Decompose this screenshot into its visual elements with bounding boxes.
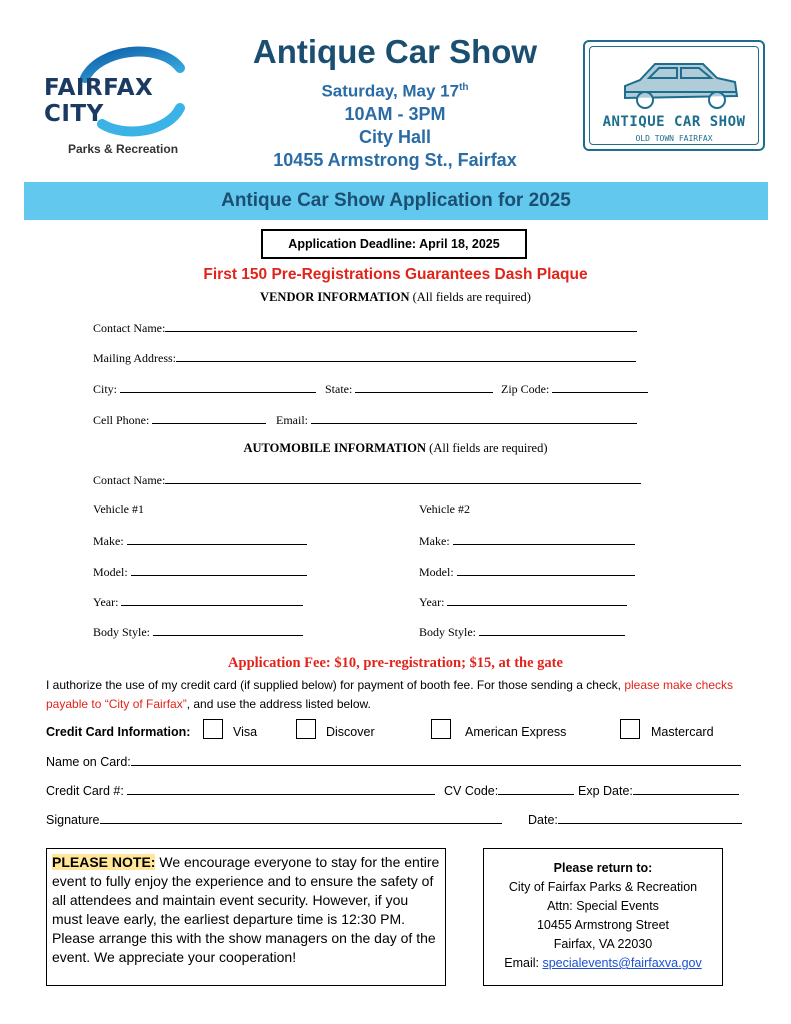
please-note-label: PLEASE NOTE: [52, 854, 156, 870]
application-fee: Application Fee: $10, pre-registration; $15, at the gate [228, 655, 563, 671]
return-org: City of Fairfax Parks & Recreation [508, 880, 698, 894]
automobile-heading: AUTOMOBILE INFORMATION (All fields are required) [243, 441, 548, 455]
car-show-badge [583, 40, 765, 151]
please-note-text: We encourage everyone to stay for the entire event to fully enjoy the experience and to ensure the safety of all attendees and maintain event security. However, if you must leave early, the earliest departure time is 12:30 PM. Please arrange this with the show managers on the day of the event. We appreciate your cooperation! [52, 854, 440, 965]
fairfax-city-logo [40, 40, 216, 160]
vehicle-1-label: Vehicle #1 [93, 502, 144, 516]
vehicle-1-year-field[interactable]: Year: [93, 594, 303, 610]
return-street: 10455 Armstrong Street [536, 918, 670, 932]
vehicle-2-year-line[interactable] [447, 594, 627, 606]
plaque-notice: First 150 Pre-Registrations Guarantees Dash Plaque [203, 266, 588, 283]
vehicle-1-make-field[interactable]: Make: [93, 533, 307, 549]
return-address-box [483, 848, 723, 986]
logo-name: FAIRFAX CITY [44, 75, 154, 127]
authorization-text: I authorize the use of my credit card (if supplied below) for payment of booth fee. For those sending a check, please make checks payable to “City of Fairfax”, and use the address listed below. [46, 678, 734, 711]
classic-car-icon [585, 46, 767, 116]
american-express-label: American Express [465, 725, 567, 739]
card-number-field[interactable]: Credit Card #: [46, 783, 435, 798]
date-line[interactable] [558, 812, 742, 824]
vendor-contact-field[interactable]: Contact Name: [93, 320, 637, 336]
email-field[interactable]: Email: [276, 412, 637, 428]
event-header [230, 30, 560, 172]
logo-subtitle: Parks & Recreation [68, 142, 179, 156]
vendor-contact-line[interactable] [165, 320, 637, 332]
event-title: Antique Car Show [252, 33, 538, 70]
auto-contact-line[interactable] [165, 472, 641, 484]
return-title: Please return to: [553, 861, 653, 875]
cv-code-field[interactable]: CV Code: [444, 783, 574, 798]
email-link[interactable]: specialevents@fairfaxva.gov [542, 956, 702, 970]
zip-line[interactable] [552, 381, 648, 393]
vehicle-1-model-field[interactable]: Model: [93, 564, 307, 580]
visa-label: Visa [233, 725, 258, 739]
application-banner: Antique Car Show Application for 2025 [24, 182, 768, 220]
vehicle-2-body-line[interactable] [479, 624, 625, 636]
vehicle-2-model-line[interactable] [457, 564, 635, 576]
city-line[interactable] [120, 381, 316, 393]
signature-field[interactable]: Signature [46, 812, 502, 827]
vehicle-1-model-line[interactable] [131, 564, 307, 576]
exp-date-field[interactable]: Exp Date: [578, 783, 739, 798]
deadline-box: Application Deadline: April 18, 2025 [261, 229, 527, 259]
credit-card-label: Credit Card Information: [46, 725, 191, 739]
cell-phone-line[interactable] [152, 412, 266, 424]
cv-code-line[interactable] [498, 783, 574, 795]
mastercard-checkbox[interactable] [620, 719, 640, 739]
american-express-checkbox[interactable] [431, 719, 451, 739]
event-address: 10455 Armstrong St., Fairfax [273, 149, 517, 170]
vehicle-2-year-field[interactable]: Year: [419, 594, 627, 610]
cell-phone-field[interactable]: Cell Phone: [93, 412, 266, 428]
vehicle-1-make-line[interactable] [127, 533, 307, 545]
state-line[interactable] [355, 381, 493, 393]
zip-field[interactable]: Zip Code: [501, 381, 648, 397]
mailing-address-line[interactable] [176, 350, 636, 362]
signature-line[interactable] [100, 812, 502, 824]
vehicle-2-body-field[interactable]: Body Style: [419, 624, 625, 640]
mailing-address-field[interactable]: Mailing Address: [93, 350, 636, 366]
badge-subtitle: OLD TOWN FAIRFAX [635, 134, 713, 143]
vehicle-2-make-field[interactable]: Make: [419, 533, 635, 549]
return-city: Fairfax, VA 22030 [553, 937, 653, 951]
vehicle-2-label: Vehicle #2 [419, 502, 470, 516]
vehicle-2-model-field[interactable]: Model: [419, 564, 635, 580]
date-field[interactable]: Date: [528, 812, 742, 827]
badge-title: ANTIQUE CAR SHOW [602, 114, 746, 130]
vehicle-1-year-line[interactable] [121, 594, 303, 606]
return-email-row: Email: specialevents@fairfaxva.gov [504, 956, 702, 970]
vendor-heading: VENDOR INFORMATION (All fields are required) [260, 290, 531, 304]
return-attn: Attn: Special Events [547, 899, 659, 913]
event-date: Saturday, May 17th [321, 81, 469, 101]
event-time: 10AM - 3PM [344, 103, 446, 124]
discover-checkbox[interactable] [296, 719, 316, 739]
card-number-line[interactable] [127, 783, 435, 795]
mastercard-label: Mastercard [651, 725, 714, 739]
city-field[interactable]: City: [93, 381, 316, 397]
email-line[interactable] [311, 412, 637, 424]
discover-label: Discover [326, 725, 375, 739]
vehicle-2-make-line[interactable] [453, 533, 635, 545]
name-on-card-field[interactable]: Name on Card: [46, 754, 741, 769]
auto-contact-field[interactable]: Contact Name: [93, 472, 641, 488]
vehicle-1-body-line[interactable] [153, 624, 303, 636]
vehicle-1-body-field[interactable]: Body Style: [93, 624, 303, 640]
event-venue: City Hall [358, 126, 432, 147]
visa-checkbox[interactable] [203, 719, 223, 739]
exp-date-line[interactable] [633, 783, 739, 795]
name-on-card-line[interactable] [131, 754, 741, 766]
please-note-box [46, 848, 446, 986]
state-field[interactable]: State: [325, 381, 493, 397]
